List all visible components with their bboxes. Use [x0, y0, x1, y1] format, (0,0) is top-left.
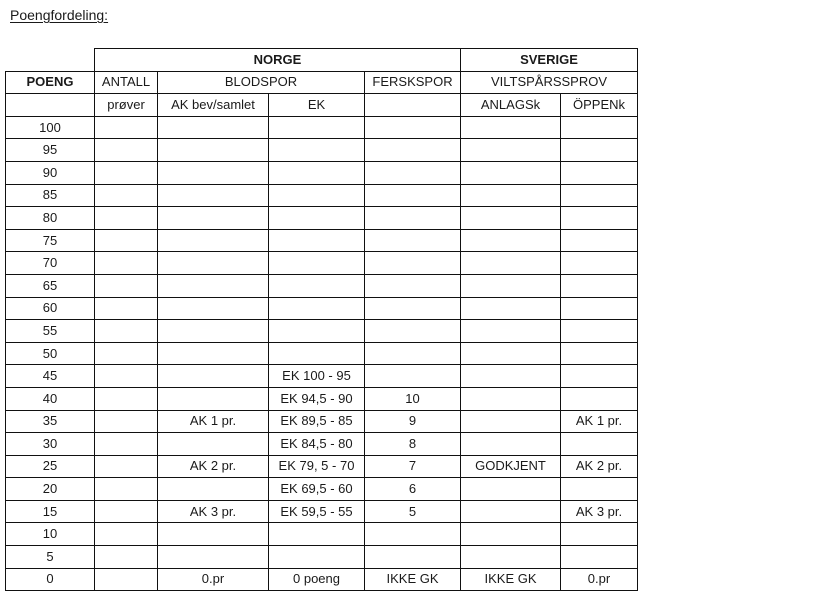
cell-ferskspor: 7: [365, 455, 461, 478]
cell-ferskspor: IKKE GK: [365, 568, 461, 591]
cell-antall: [95, 252, 158, 275]
cell-anlagsk: [461, 523, 561, 546]
cell-anlagsk: GODKJENT: [461, 455, 561, 478]
cell-ferskspor: [365, 161, 461, 184]
cell-ak-bev-samlet: [158, 387, 269, 410]
cell-antall: [95, 500, 158, 523]
table-row: [6, 455, 638, 478]
cell-anlagsk: [461, 184, 561, 207]
cell-anlagsk: [461, 546, 561, 569]
cell-oppenk: [561, 365, 638, 388]
header-viltsporsprov: VILTSPÅRSSPROV: [461, 71, 638, 94]
cell-ak-bev-samlet: [158, 229, 269, 252]
cell-poeng: 15: [6, 500, 95, 523]
table-row: [6, 252, 638, 275]
header-poeng: POENG: [6, 71, 95, 94]
cell-ferskspor: [365, 342, 461, 365]
cell-poeng: 90: [6, 161, 95, 184]
cell-ak-bev-samlet: [158, 342, 269, 365]
header-row-country: [6, 49, 638, 72]
cell-ek: [269, 523, 365, 546]
cell-ak-bev-samlet: [158, 297, 269, 320]
cell-anlagsk: [461, 365, 561, 388]
cell-antall: [95, 478, 158, 501]
header-anlagsk: ANLAGSk: [461, 94, 561, 117]
cell-oppenk: AK 2 pr.: [561, 455, 638, 478]
cell-ak-bev-samlet: [158, 433, 269, 456]
cell-ek: EK 79, 5 - 70: [269, 455, 365, 478]
cell-ferskspor: [365, 139, 461, 162]
cell-antall: [95, 523, 158, 546]
cell-antall: [95, 455, 158, 478]
cell-antall: [95, 274, 158, 297]
cell-antall: [95, 297, 158, 320]
cell-ferskspor: [365, 229, 461, 252]
header-ferskspor-sub: [365, 94, 461, 117]
table-row: [6, 320, 638, 343]
cell-oppenk: [561, 297, 638, 320]
cell-anlagsk: [461, 207, 561, 230]
cell-ek: [269, 161, 365, 184]
cell-ak-bev-samlet: [158, 523, 269, 546]
cell-anlagsk: [461, 320, 561, 343]
cell-anlagsk: [461, 116, 561, 139]
cell-ak-bev-samlet: [158, 161, 269, 184]
cell-oppenk: AK 3 pr.: [561, 500, 638, 523]
cell-ek: [269, 320, 365, 343]
cell-oppenk: [561, 161, 638, 184]
cell-ak-bev-samlet: AK 3 pr.: [158, 500, 269, 523]
cell-anlagsk: [461, 410, 561, 433]
cell-ak-bev-samlet: AK 1 pr.: [158, 410, 269, 433]
table-row: [6, 523, 638, 546]
cell-poeng: 45: [6, 365, 95, 388]
cell-ek: [269, 116, 365, 139]
table-row: [6, 342, 638, 365]
cell-ek: [269, 342, 365, 365]
cell-ferskspor: [365, 320, 461, 343]
cell-ak-bev-samlet: [158, 274, 269, 297]
cell-oppenk: [561, 478, 638, 501]
cell-oppenk: [561, 433, 638, 456]
cell-poeng: 85: [6, 184, 95, 207]
cell-ek: [269, 252, 365, 275]
cell-ek: EK 89,5 - 85: [269, 410, 365, 433]
cell-anlagsk: [461, 387, 561, 410]
cell-ferskspor: [365, 252, 461, 275]
cell-anlagsk: [461, 500, 561, 523]
cell-poeng: 65: [6, 274, 95, 297]
cell-oppenk: [561, 229, 638, 252]
cell-ferskspor: [365, 184, 461, 207]
cell-anlagsk: [461, 297, 561, 320]
cell-poeng: 80: [6, 207, 95, 230]
cell-ferskspor: [365, 297, 461, 320]
cell-poeng: 95: [6, 139, 95, 162]
cell-antall: [95, 546, 158, 569]
cell-ak-bev-samlet: [158, 365, 269, 388]
cell-oppenk: [561, 252, 638, 275]
cell-ak-bev-samlet: [158, 139, 269, 162]
cell-antall: [95, 433, 158, 456]
cell-oppenk: [561, 320, 638, 343]
table-row: [6, 433, 638, 456]
cell-ek: [269, 297, 365, 320]
cell-ek: 0 poeng: [269, 568, 365, 591]
table-row: [6, 297, 638, 320]
table-row: [6, 500, 638, 523]
table-row: [6, 207, 638, 230]
cell-ek: [269, 229, 365, 252]
header-blank-cell: [6, 49, 95, 72]
header-ferskspor: FERSKSPOR: [365, 71, 461, 94]
cell-oppenk: [561, 342, 638, 365]
cell-ferskspor: 8: [365, 433, 461, 456]
cell-poeng: 35: [6, 410, 95, 433]
cell-ak-bev-samlet: [158, 184, 269, 207]
cell-oppenk: [561, 184, 638, 207]
cell-ferskspor: [365, 116, 461, 139]
cell-ek: [269, 184, 365, 207]
cell-poeng: 5: [6, 546, 95, 569]
cell-ferskspor: 10: [365, 387, 461, 410]
cell-poeng: 0: [6, 568, 95, 591]
cell-poeng: 25: [6, 455, 95, 478]
cell-anlagsk: [461, 139, 561, 162]
header-row-category: [6, 71, 638, 94]
header-ek: EK: [269, 94, 365, 117]
header-sverige: SVERIGE: [461, 49, 638, 72]
cell-ek: [269, 139, 365, 162]
cell-oppenk: 0.pr: [561, 568, 638, 591]
cell-antall: [95, 387, 158, 410]
header-blodspor: BLODSPOR: [158, 71, 365, 94]
cell-poeng: 75: [6, 229, 95, 252]
cell-antall: [95, 184, 158, 207]
cell-oppenk: [561, 207, 638, 230]
cell-anlagsk: [461, 229, 561, 252]
cell-ak-bev-samlet: [158, 252, 269, 275]
cell-poeng: 40: [6, 387, 95, 410]
cell-antall: [95, 161, 158, 184]
cell-ek: [269, 207, 365, 230]
cell-anlagsk: [461, 433, 561, 456]
cell-ek: EK 94,5 - 90: [269, 387, 365, 410]
table-row: [6, 478, 638, 501]
cell-anlagsk: [461, 274, 561, 297]
cell-oppenk: [561, 116, 638, 139]
cell-poeng: 10: [6, 523, 95, 546]
cell-anlagsk: [461, 342, 561, 365]
header-norge: NORGE: [95, 49, 461, 72]
cell-oppenk: [561, 387, 638, 410]
table-row: [6, 365, 638, 388]
cell-oppenk: AK 1 pr.: [561, 410, 638, 433]
cell-ferskspor: [365, 523, 461, 546]
cell-ferskspor: 5: [365, 500, 461, 523]
cell-antall: [95, 568, 158, 591]
cell-ak-bev-samlet: [158, 320, 269, 343]
header-prover: prøver: [95, 94, 158, 117]
cell-ferskspor: [365, 546, 461, 569]
cell-antall: [95, 410, 158, 433]
cell-anlagsk: [461, 478, 561, 501]
table-row: [6, 410, 638, 433]
cell-ak-bev-samlet: [158, 546, 269, 569]
page-title: Poengfordeling:: [10, 7, 109, 23]
header-oppenk: ÖPPENk: [561, 94, 638, 117]
cell-ek: EK 69,5 - 60: [269, 478, 365, 501]
header-poeng-sub: [6, 94, 95, 117]
cell-anlagsk: [461, 161, 561, 184]
cell-antall: [95, 365, 158, 388]
table-row: [6, 387, 638, 410]
cell-ferskspor: 6: [365, 478, 461, 501]
cell-ek: EK 100 - 95: [269, 365, 365, 388]
cell-ek: [269, 546, 365, 569]
header-antall: ANTALL: [95, 71, 158, 94]
cell-oppenk: [561, 523, 638, 546]
cell-poeng: 30: [6, 433, 95, 456]
cell-antall: [95, 229, 158, 252]
header-ak-bev-samlet: AK bev/samlet: [158, 94, 269, 117]
table-row: [6, 116, 638, 139]
cell-antall: [95, 207, 158, 230]
table-row: [6, 568, 638, 591]
cell-poeng: 50: [6, 342, 95, 365]
table-row: [6, 161, 638, 184]
cell-ek: EK 84,5 - 80: [269, 433, 365, 456]
cell-ak-bev-samlet: [158, 116, 269, 139]
header-row-sub: [6, 94, 638, 117]
points-table: [5, 48, 638, 591]
cell-antall: [95, 139, 158, 162]
cell-anlagsk: [461, 252, 561, 275]
table-row: [6, 229, 638, 252]
cell-ak-bev-samlet: [158, 207, 269, 230]
cell-poeng: 55: [6, 320, 95, 343]
cell-poeng: 20: [6, 478, 95, 501]
table-body: [6, 49, 638, 591]
cell-oppenk: [561, 139, 638, 162]
cell-ferskspor: [365, 207, 461, 230]
cell-ak-bev-samlet: 0.pr: [158, 568, 269, 591]
cell-ek: [269, 274, 365, 297]
table-row: [6, 546, 638, 569]
cell-ferskspor: [365, 274, 461, 297]
cell-ferskspor: 9: [365, 410, 461, 433]
cell-anlagsk: IKKE GK: [461, 568, 561, 591]
cell-ak-bev-samlet: [158, 478, 269, 501]
cell-oppenk: [561, 546, 638, 569]
cell-oppenk: [561, 274, 638, 297]
table-row: [6, 139, 638, 162]
table-row: [6, 274, 638, 297]
cell-antall: [95, 116, 158, 139]
cell-poeng: 100: [6, 116, 95, 139]
cell-ek: EK 59,5 - 55: [269, 500, 365, 523]
cell-poeng: 70: [6, 252, 95, 275]
cell-antall: [95, 320, 158, 343]
cell-ak-bev-samlet: AK 2 pr.: [158, 455, 269, 478]
cell-poeng: 60: [6, 297, 95, 320]
cell-antall: [95, 342, 158, 365]
table-row: [6, 184, 638, 207]
cell-ferskspor: [365, 365, 461, 388]
